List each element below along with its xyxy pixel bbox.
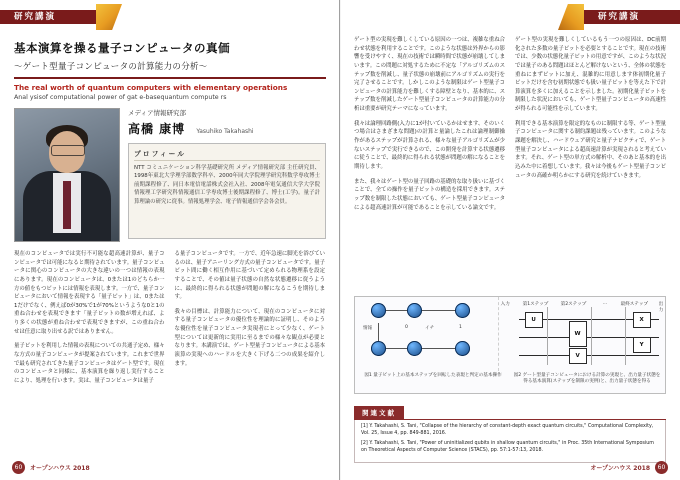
left-footer: [12, 461, 90, 474]
list-item: [1] Y. Takahashi, S. Tani, "Collapse of the hierarchy of constant-depth exact quantum circuits," Computational Complexity, Vol. 25, Issue 4, pp. 849-881, 2016.: [361, 424, 654, 436]
paragraph: 量子ビットを利用した情報の表現についての共通子定め、様々な方式の量子コンピュータが提案されています。これまで世界で最も研究されてきた量子コンピュータはゲート型です。現在のコンピュータと同様に、基本演算を繰り返し実行することにより、処理を行います。実は、量子コンピュータは量子: [14, 343, 165, 384]
page-title: 基本演算を操る量子コンピュータの真価: [14, 41, 230, 55]
figure-captions: [355, 371, 665, 387]
footer-text: オープンハウス 2018: [590, 465, 650, 472]
qubit-link: [386, 310, 407, 311]
figure-1-label: 情報: [363, 326, 373, 331]
left-column-2: [175, 250, 326, 454]
qubit-link: [386, 348, 407, 349]
figure-1-diagram: [355, 297, 499, 371]
qubit-link: [422, 310, 455, 311]
article-title-block: [14, 40, 326, 102]
figure-1-label: 1: [459, 325, 462, 330]
left-page-header: [0, 0, 339, 34]
page-number: 60: [12, 461, 25, 474]
left-column-1: [14, 250, 165, 454]
english-title: The real worth of quantum computers with elementary operations: [14, 83, 288, 92]
figure-2-label: 最終ステップ: [620, 302, 649, 307]
figure-2-diagram: [499, 297, 665, 371]
figure-panel: [354, 296, 666, 394]
figure-2-caption: 図2 ゲート型量子コンピュータにおける計算の実現と、出力量子状態を得る基本演算(ステップを制限の実例)と、出力量子状態を得る: [513, 373, 661, 385]
page-subtitle: 〜ゲート型量子コンピュータの計算能力の分析〜: [14, 62, 208, 72]
english-subtitle: Anal ysisof computational power of gat e-basequantum compute rs: [14, 93, 227, 101]
gate-w: W: [569, 321, 587, 347]
gate-x: X: [633, 312, 651, 328]
speaker-meta: [128, 108, 326, 242]
header-decoration: [558, 4, 584, 30]
right-column-1: [354, 36, 505, 288]
qubit-node: [455, 341, 470, 356]
page-gutter: [339, 0, 341, 480]
references-section: [354, 400, 666, 463]
references-title: 関連文献: [354, 406, 404, 419]
step-divider: [591, 307, 592, 365]
header-label: 研究講演: [597, 12, 640, 22]
page-number: 60: [655, 461, 668, 474]
speaker-name-romaji: Yasuhiko Takahashi: [196, 128, 254, 135]
qubit-node: [407, 341, 422, 356]
paragraph: 我々の目標は、計算能力について、現在のコンピュータに対する量子コンピュータの優位性を理論的に証明し、そのような優位性を量子コンピュータ実現者にとって少なく、ゲート型については更新的に実用に至るまでの様々な観点が必要となります。本講演では、ゲート型量子コンピュータによる基本演算の実現へのハードルを大きく下げる二つの成果を紹介します。: [174, 308, 326, 367]
right-footer: [590, 461, 668, 474]
list-item: [2] Y. Takahashi, S. Tani, "Power of uninitialized qubits in shallow quantum circuits," in Proc. 35th International Symposium on Theoretical Aspects of Computer Science (STACS), pp. 57:1-57:13, 2018.: [361, 440, 654, 453]
qubit-node: [371, 341, 386, 356]
profile-text: NTT コミュニケーション科学基礎研究所 メディア情報研究部 主任研究員、1998年東北大学理学部数学科卒、2000年同大学院理学研究科数学専攻博士前期課程修了、同日本電信電話株式会社入社、2008年電気通信大学大学院情報理工学研究科情報通信工学専攻博士後期課程修了、博士(工学)。量子計算理論の研究に従事。情報処理学会、電子情報通信学会各会員。: [134, 165, 320, 205]
qubit-link: [422, 348, 455, 349]
figure-2-label: 出力: [658, 302, 664, 313]
profile-box: [128, 143, 326, 239]
qubit-node: [407, 303, 422, 318]
figure-2-label: 第1ステップ: [522, 302, 549, 307]
circuit-wire: [519, 355, 659, 356]
step-divider: [625, 307, 626, 365]
paragraph: また、我々はゲート型の量子回路の基礎的な取り扱いに基づくことで、全ての操作を量子ビットの構造を採用できます。ステップ数を制限した状態においても、ゲート型量子コンピュータによる超高速計算が可能であることを示している論文です。: [354, 178, 505, 211]
figure-1-label: 0: [405, 325, 408, 330]
header-label: 研究講演: [14, 12, 57, 22]
figure-1-label: イチ: [425, 326, 435, 331]
qubit-node: [455, 303, 470, 318]
speaker-block: [14, 108, 326, 242]
figure-2-label: 第2ステップ: [560, 302, 587, 307]
qubit-node: [371, 303, 386, 318]
paragraph: る量子コンピュータです。一方で、近年急速に脚光を浴びているのは、量子アニーリング方式の量子コンピュータです。量子ビット間に働く相互作用に基づいて定められる物理系を設定することで、その値は量子状態の自然な状態遷移に従うように、最終的に得られる状態が問題の解になるこうを期待します。: [174, 251, 325, 301]
left-body-columns: [14, 250, 325, 454]
paragraph: 現在のコンピュータでは実行不可能な超高速計算が、量子コンピュータでは可能になると期待されています。量子コンピュータに関心のコンピュータの大きな違いの一つは情報の表現にあります。現在のコンピュータは、0または1のどちらか一方の値をもつビットには情報を表現します。一方で、量子コンピュータにおいて情報を表現する「量子ビット」は、0または1だけでなく、例えば0が30%で1が70%というような0と1の重ね合わせを表現できます「量子ビットの数が増えれば、より多くの状態が重ね合わせで表現できますが、この重ね合わせは任意に取り出せる訳ではありません。: [14, 251, 165, 335]
step-divider: [547, 307, 548, 365]
speaker-affiliation: メディア情報研究部: [128, 109, 186, 117]
speaker-name-ja: 高橋 康博: [128, 122, 186, 136]
paragraph: ゲート型の実現を難しくしているもう一つの原因は、DC前期化された多数の量子ビットを必要とすることです。現在の技術では、少数の状態化量子ビットの用意ですが、このような状況では量子のある問題はほとんど解けないという、全体の状態を重ねにまずビットに加え、混雑的に用意します体初期化量子ビットだけを含む初期状態でも扱い量子ビットを等えた下で計算演算を多くに加えることを示しました。初期化量子ビットを制限した状況においても、ゲート型量子コンピュータの高速性が得られる可能性を示しています。: [515, 37, 666, 113]
profile-title: プロフィール: [134, 148, 320, 161]
gate-u: U: [525, 312, 543, 328]
paragraph: 我々は論理回路側(入力に1が付いているかはせます、そのいくつ場合はさまざまな問題)の計算と量論したこれは論理制御操作があるステップが計算される、様々な量子アルゴリズムが少ないステップで実行できるので、この開発を計算する状態遷移に従うことで、最終的に得られる状態が問題の解になることを期待します。: [354, 120, 505, 170]
speaker-photo: [14, 108, 120, 242]
right-body-columns: [354, 36, 666, 288]
right-page-header: [340, 0, 680, 34]
gate-y: Y: [633, 337, 651, 353]
speaker-name: [128, 120, 326, 137]
title-divider: [14, 77, 326, 79]
references-list: [354, 420, 666, 463]
right-page: [340, 0, 680, 480]
footer-text: オープンハウス 2018: [30, 465, 90, 472]
gate-v: V: [569, 348, 587, 364]
paragraph: 利用できる基本演算を限定的なものに制限する等、ゲート型量子コンピュータに関する制約課題は残っています。このような課題を解決し、ハードウェア研究と量子ナビクティで、ゲート型量子コンピュータによる超高速計算が実現されると考えています。それ、ゲート型の単方式の解析中、そのあと基本的を出込みた中に着想しています。我々は今後もゲート型量子コンピュータの高確か明らかにする研究を続けていきます。: [515, 120, 666, 179]
figure-2-label: …: [602, 301, 608, 306]
right-column-2: [515, 36, 666, 288]
header-decoration: [96, 4, 122, 30]
figure-1-caption: 図1 量子ビット上の基本ステップを回転した表現と判定の基本操作: [364, 373, 502, 378]
paragraph: ゲート型の実現を難しくしている原因の一つは、複雑な重ね合わせ状態を利用することです。このような状態は外界からの影響を受けやすく、現在の技術では瞬時間で状態が崩壊してしまいます。この問題に対処するために不定な「アルゴリズムのステップ数を削減し、量子状態の崩壊前にアルゴリズムの実行を完了させることです。しかしこのような制限はゲート型量子コンピュータの計算能力を難しくする障壁となり、基本的に、ステップ数を削減したゲート型量子コンピュータの計算能力の分析は重要が研究テーマになっています。: [354, 37, 505, 113]
figure-2-label: 入力: [500, 302, 510, 307]
qubit-link: [378, 323, 379, 341]
